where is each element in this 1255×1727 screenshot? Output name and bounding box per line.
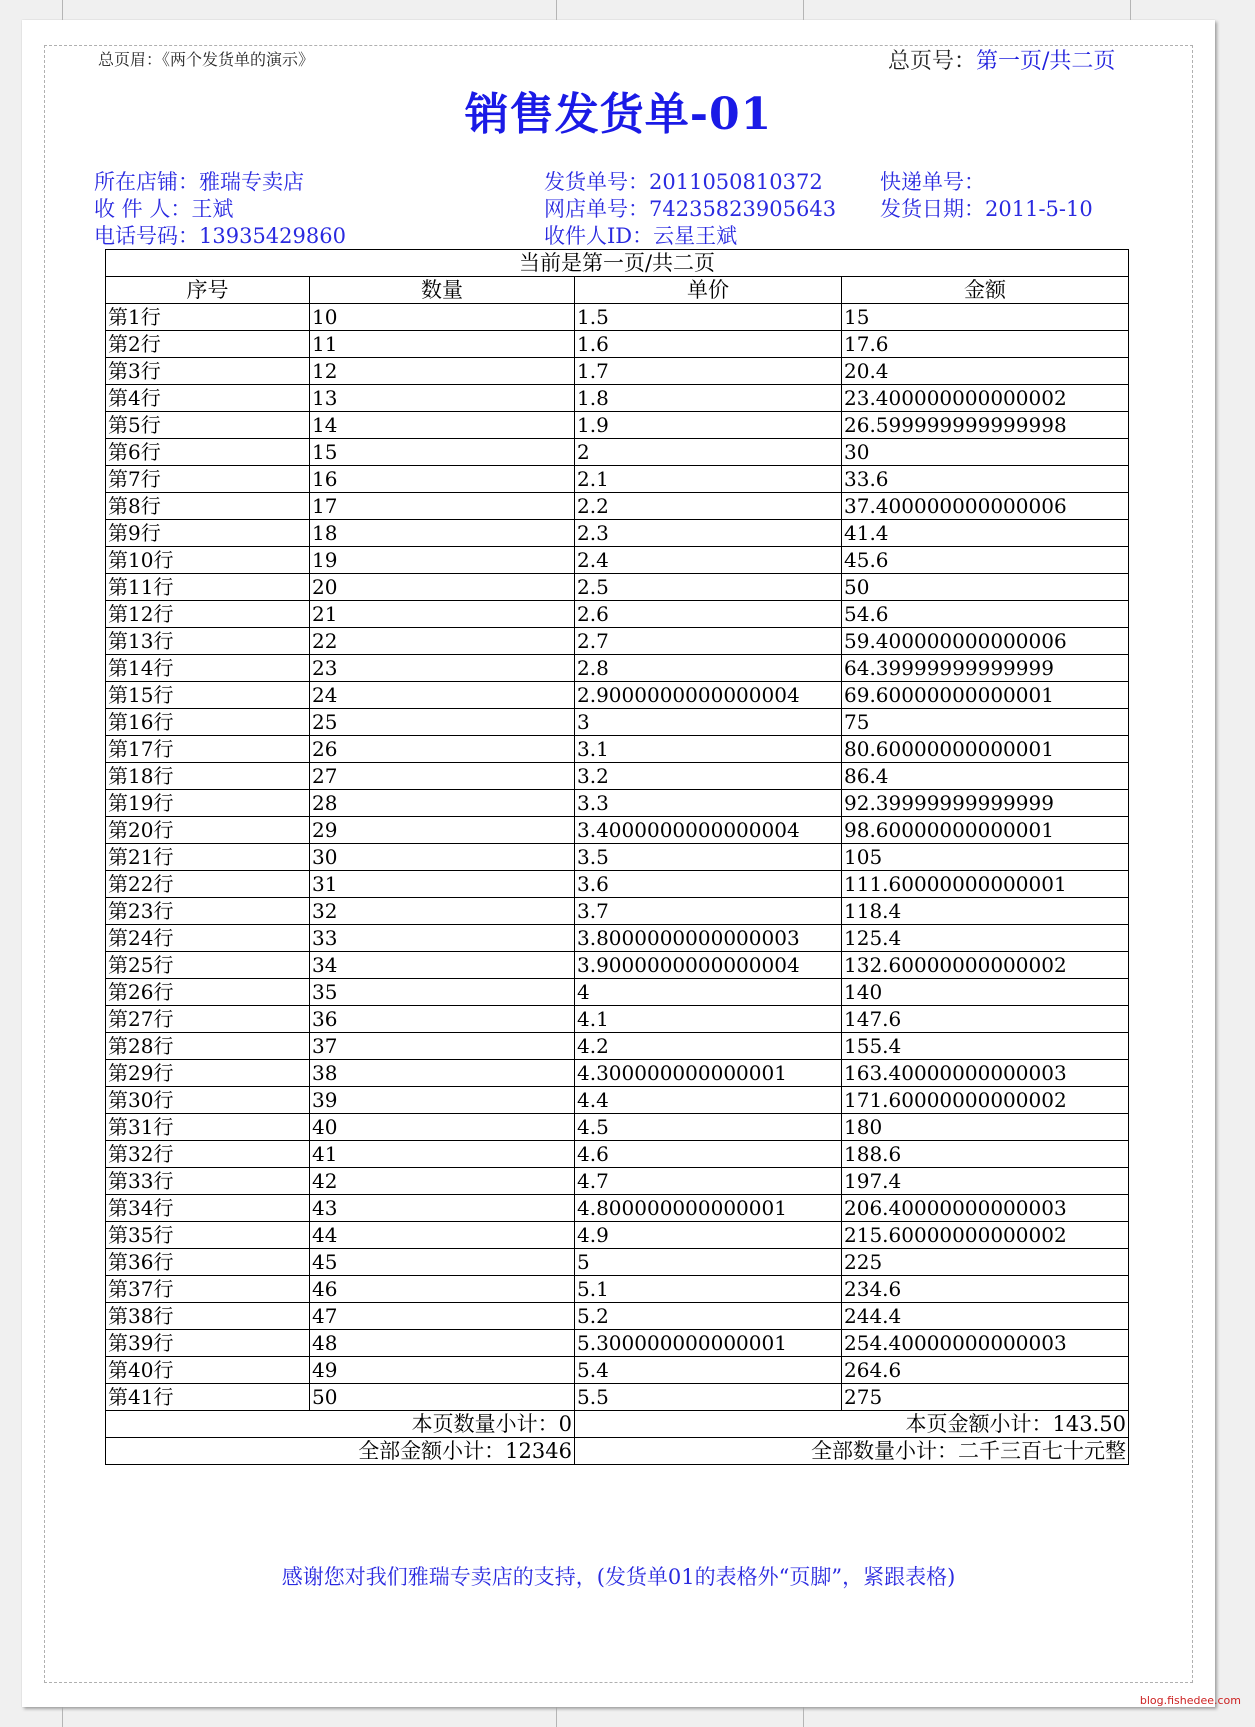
page-number-label: 总页号： [888,49,977,74]
cell-amount: 41.4 [842,520,1129,547]
info-ship-no: 发货单号：2011050810372 [544,170,823,194]
cell-amount: 15 [842,304,1129,331]
table-row [106,1060,1129,1087]
cell-amount: 180 [842,1114,1129,1141]
table-row [106,952,1129,979]
cell-amount: 23.400000000000002 [842,385,1129,412]
cell-quantity: 45 [310,1249,575,1276]
cell-index: 第38行 [106,1303,310,1330]
cell-quantity: 42 [310,1168,575,1195]
cell-index: 第22行 [106,871,310,898]
table-row [106,601,1129,628]
page-number-value: 第一页/共二页 [976,49,1116,74]
cell-amount: 155.4 [842,1033,1129,1060]
info-phone: 电话号码：13935429860 [94,224,346,248]
cell-unit-price: 5.1 [575,1276,842,1303]
cell-unit-price: 4.300000000000001 [575,1060,842,1087]
table-row [106,925,1129,952]
column-header-quantity: 数量 [310,277,575,304]
table-row [106,1357,1129,1384]
cell-quantity: 47 [310,1303,575,1330]
table-row [106,817,1129,844]
cell-quantity: 46 [310,1276,575,1303]
cell-quantity: 24 [310,682,575,709]
cell-quantity: 13 [310,385,575,412]
viewer-separator [556,0,557,20]
cell-index: 第35行 [106,1222,310,1249]
cell-amount: 92.39999999999999 [842,790,1129,817]
cell-unit-price: 2.7 [575,628,842,655]
cell-index: 第6行 [106,439,310,466]
cell-quantity: 37 [310,1033,575,1060]
column-header-index: 序号 [106,277,310,304]
page-header-left: 总页眉：《两个发货单的演示》 [98,50,315,69]
table-row [106,439,1129,466]
cell-amount: 98.60000000000001 [842,817,1129,844]
cell-unit-price: 3.6 [575,871,842,898]
table-row [106,547,1129,574]
cell-amount: 140 [842,979,1129,1006]
info-recipient: 收 件 人：王斌 [94,197,234,221]
cell-index: 第1行 [106,304,310,331]
cell-index: 第13行 [106,628,310,655]
table-row [106,1195,1129,1222]
viewer-separator [1130,0,1131,20]
cell-quantity: 35 [310,979,575,1006]
cell-index: 第11行 [106,574,310,601]
table-row [106,331,1129,358]
cell-quantity: 36 [310,1006,575,1033]
cell-unit-price: 4.5 [575,1114,842,1141]
table-row [106,790,1129,817]
cell-unit-price: 3.7 [575,898,842,925]
table-row [106,412,1129,439]
table-row [106,493,1129,520]
table-row [106,1168,1129,1195]
cell-quantity: 40 [310,1114,575,1141]
cell-quantity: 21 [310,601,575,628]
cell-amount: 69.60000000000001 [842,682,1129,709]
cell-amount: 132.60000000000002 [842,952,1129,979]
info-recipient-id: 收件人ID：云星王斌 [544,224,738,248]
viewer-separator [62,1707,63,1727]
table-row [106,898,1129,925]
cell-amount: 264.6 [842,1357,1129,1384]
cell-amount: 54.6 [842,601,1129,628]
cell-amount: 59.400000000000006 [842,628,1129,655]
site-watermark: blog.fishedee.com [1139,1694,1241,1707]
cell-amount: 188.6 [842,1141,1129,1168]
cell-quantity: 22 [310,628,575,655]
info-shop-order-no: 网店单号：74235823905643 [544,197,837,221]
cell-index: 第23行 [106,898,310,925]
cell-amount: 206.40000000000003 [842,1195,1129,1222]
cell-amount: 197.4 [842,1168,1129,1195]
viewer-separator [62,0,63,20]
table-row [106,1141,1129,1168]
cell-index: 第16行 [106,709,310,736]
cell-quantity: 50 [310,1384,575,1411]
cell-amount: 215.60000000000002 [842,1222,1129,1249]
cell-quantity: 33 [310,925,575,952]
cell-index: 第34行 [106,1195,310,1222]
cell-index: 第37行 [106,1276,310,1303]
column-header-amount: 金额 [842,277,1129,304]
cell-index: 第32行 [106,1141,310,1168]
page-subtotal-row [106,1411,1129,1438]
cell-amount: 64.39999999999999 [842,655,1129,682]
cell-quantity: 17 [310,493,575,520]
viewer-separator [803,1707,804,1727]
cell-index: 第26行 [106,979,310,1006]
column-header-unit-price: 单价 [575,277,842,304]
cell-quantity: 31 [310,871,575,898]
shipment-table [105,249,1129,1465]
cell-amount: 225 [842,1249,1129,1276]
cell-amount: 275 [842,1384,1129,1411]
cell-quantity: 38 [310,1060,575,1087]
cell-unit-price: 5.4 [575,1357,842,1384]
cell-unit-price: 2 [575,439,842,466]
table-row [106,655,1129,682]
cell-quantity: 41 [310,1141,575,1168]
cell-index: 第4行 [106,385,310,412]
cell-amount: 118.4 [842,898,1129,925]
cell-amount: 171.60000000000002 [842,1087,1129,1114]
cell-quantity: 49 [310,1357,575,1384]
table-row [106,385,1129,412]
table-row [106,1384,1129,1411]
table-row [106,736,1129,763]
cell-index: 第27行 [106,1006,310,1033]
cell-index: 第31行 [106,1114,310,1141]
cell-quantity: 27 [310,763,575,790]
table-header-row [106,277,1129,304]
cell-unit-price: 3.2 [575,763,842,790]
cell-amount: 125.4 [842,925,1129,952]
table-row [106,1033,1129,1060]
table-row [106,1330,1129,1357]
page-amount-subtotal: 本页金额小计：143.50 [575,1411,1129,1438]
cell-index: 第21行 [106,844,310,871]
cell-unit-price: 1.6 [575,331,842,358]
cell-unit-price: 1.8 [575,385,842,412]
table-row [106,304,1129,331]
cell-unit-price: 3.3 [575,790,842,817]
cell-index: 第25行 [106,952,310,979]
table-row [106,1087,1129,1114]
total-qty-subtotal: 全部数量小计：二千三百七十元整 [575,1438,1129,1465]
cell-unit-price: 5.300000000000001 [575,1330,842,1357]
cell-quantity: 23 [310,655,575,682]
cell-index: 第12行 [106,601,310,628]
cell-quantity: 39 [310,1087,575,1114]
cell-index: 第2行 [106,331,310,358]
cell-index: 第7行 [106,466,310,493]
table-row [106,979,1129,1006]
table-caption-row [106,250,1129,277]
cell-index: 第19行 [106,790,310,817]
cell-unit-price: 2.6 [575,601,842,628]
cell-amount: 30 [842,439,1129,466]
cell-unit-price: 3.8000000000000003 [575,925,842,952]
cell-unit-price: 4.4 [575,1087,842,1114]
table-row [106,1249,1129,1276]
cell-index: 第28行 [106,1033,310,1060]
cell-index: 第5行 [106,412,310,439]
cell-quantity: 32 [310,898,575,925]
cell-quantity: 15 [310,439,575,466]
cell-quantity: 34 [310,952,575,979]
cell-amount: 80.60000000000001 [842,736,1129,763]
table-row [106,520,1129,547]
cell-quantity: 44 [310,1222,575,1249]
cell-quantity: 14 [310,412,575,439]
cell-index: 第14行 [106,655,310,682]
cell-unit-price: 5.5 [575,1384,842,1411]
cell-amount: 163.40000000000003 [842,1060,1129,1087]
table-row [106,709,1129,736]
page-header-right [888,44,1115,75]
cell-index: 第24行 [106,925,310,952]
table-row [106,1114,1129,1141]
total-subtotal-row [106,1438,1129,1465]
cell-amount: 37.400000000000006 [842,493,1129,520]
cell-unit-price: 3.5 [575,844,842,871]
table-row [106,358,1129,385]
cell-quantity: 30 [310,844,575,871]
cell-quantity: 20 [310,574,575,601]
info-express-no: 快递单号： [880,170,985,194]
cell-amount: 234.6 [842,1276,1129,1303]
table-row [106,574,1129,601]
cell-unit-price: 1.5 [575,304,842,331]
cell-quantity: 10 [310,304,575,331]
cell-amount: 111.60000000000001 [842,871,1129,898]
cell-quantity: 18 [310,520,575,547]
cell-amount: 20.4 [842,358,1129,385]
cell-amount: 33.6 [842,466,1129,493]
cell-unit-price: 4 [575,979,842,1006]
cell-index: 第30行 [106,1087,310,1114]
cell-unit-price: 4.800000000000001 [575,1195,842,1222]
table-footer-note: 感谢您对我们雅瑞专卖店的支持，(发货单01的表格外“页脚”，紧跟表格) [281,1565,956,1589]
cell-quantity: 11 [310,331,575,358]
cell-unit-price: 3.1 [575,736,842,763]
cell-amount: 45.6 [842,547,1129,574]
cell-quantity: 12 [310,358,575,385]
cell-unit-price: 4.2 [575,1033,842,1060]
total-amount-subtotal: 全部金额小计：12346 [106,1438,575,1465]
cell-index: 第10行 [106,547,310,574]
page-qty-subtotal: 本页数量小计：0 [106,1411,575,1438]
cell-unit-price: 3.9000000000000004 [575,952,842,979]
cell-unit-price: 5.2 [575,1303,842,1330]
cell-amount: 86.4 [842,763,1129,790]
table-row [106,871,1129,898]
cell-index: 第39行 [106,1330,310,1357]
cell-unit-price: 1.9 [575,412,842,439]
cell-unit-price: 4.6 [575,1141,842,1168]
table-row [106,1222,1129,1249]
cell-index: 第20行 [106,817,310,844]
table-row [106,1276,1129,1303]
cell-unit-price: 5 [575,1249,842,1276]
cell-unit-price: 4.7 [575,1168,842,1195]
cell-amount: 75 [842,709,1129,736]
table-page-caption: 当前是第一页/共二页 [106,250,1129,277]
cell-unit-price: 3.4000000000000004 [575,817,842,844]
cell-unit-price: 2.3 [575,520,842,547]
info-ship-date: 发货日期：2011-5-10 [880,197,1093,221]
cell-amount: 50 [842,574,1129,601]
table-row [106,1303,1129,1330]
cell-unit-price: 3 [575,709,842,736]
cell-index: 第9行 [106,520,310,547]
document-title: 销售发货单-01 [464,89,773,140]
table-row [106,682,1129,709]
cell-amount: 147.6 [842,1006,1129,1033]
cell-unit-price: 2.5 [575,574,842,601]
cell-quantity: 16 [310,466,575,493]
table-row [106,466,1129,493]
print-preview-page [22,20,1215,1707]
table-row [106,628,1129,655]
cell-index: 第15行 [106,682,310,709]
table-row [106,1006,1129,1033]
cell-amount: 254.40000000000003 [842,1330,1129,1357]
cell-quantity: 25 [310,709,575,736]
cell-unit-price: 2.2 [575,493,842,520]
cell-unit-price: 2.1 [575,466,842,493]
cell-unit-price: 1.7 [575,358,842,385]
cell-unit-price: 2.4 [575,547,842,574]
cell-unit-price: 4.9 [575,1222,842,1249]
table-row [106,763,1129,790]
cell-index: 第3行 [106,358,310,385]
cell-index: 第40行 [106,1357,310,1384]
cell-index: 第33行 [106,1168,310,1195]
viewer-separator [556,1707,557,1727]
cell-index: 第17行 [106,736,310,763]
info-store: 所在店铺：雅瑞专卖店 [94,170,304,194]
cell-unit-price: 4.1 [575,1006,842,1033]
cell-quantity: 28 [310,790,575,817]
cell-amount: 26.599999999999998 [842,412,1129,439]
cell-index: 第29行 [106,1060,310,1087]
cell-quantity: 29 [310,817,575,844]
cell-unit-price: 2.9000000000000004 [575,682,842,709]
cell-amount: 244.4 [842,1303,1129,1330]
cell-quantity: 26 [310,736,575,763]
cell-index: 第18行 [106,763,310,790]
cell-index: 第36行 [106,1249,310,1276]
table-row [106,844,1129,871]
cell-quantity: 19 [310,547,575,574]
cell-quantity: 48 [310,1330,575,1357]
cell-index: 第41行 [106,1384,310,1411]
cell-index: 第8行 [106,493,310,520]
cell-amount: 105 [842,844,1129,871]
cell-quantity: 43 [310,1195,575,1222]
viewer-separator [803,0,804,20]
cell-unit-price: 2.8 [575,655,842,682]
cell-amount: 17.6 [842,331,1129,358]
